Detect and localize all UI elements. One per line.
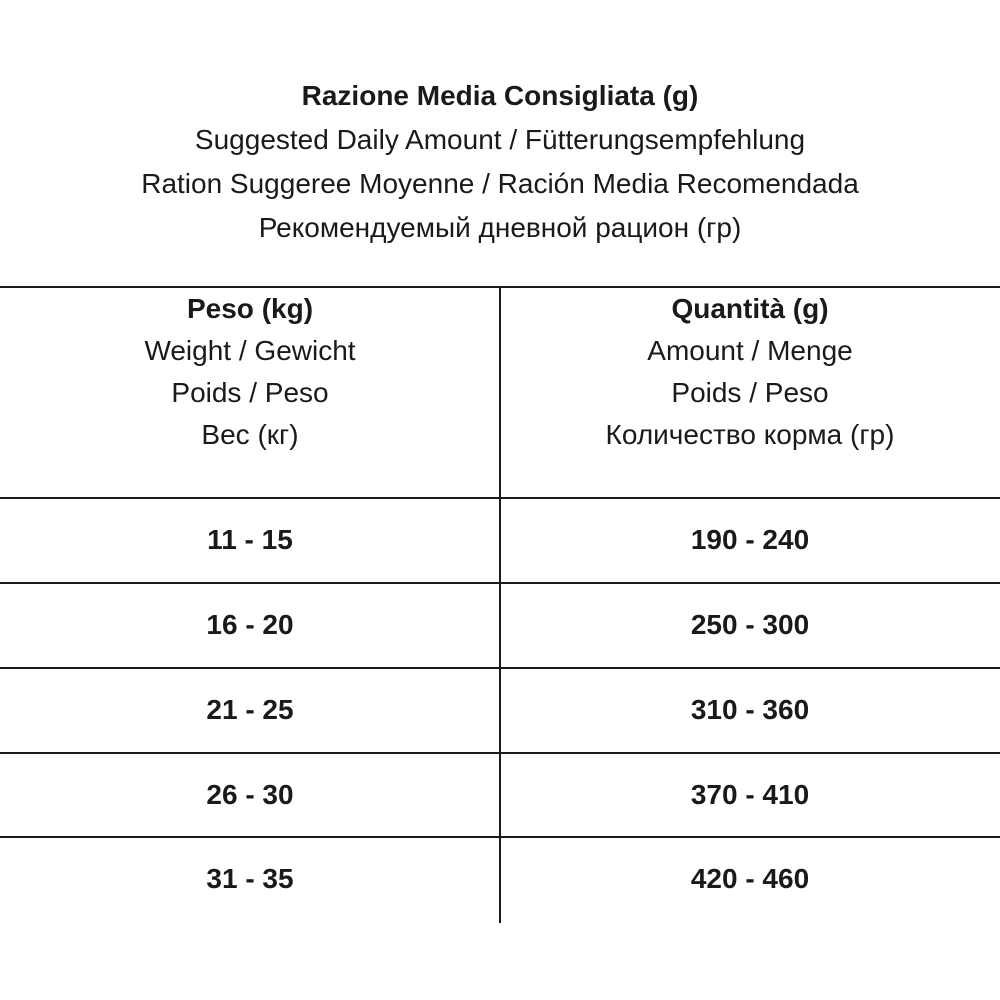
title-russian: Рекомендуемый дневной рацион (гр) <box>258 212 742 243</box>
weight-cell: 21 - 25 <box>206 694 294 725</box>
amount-cell: 310 - 360 <box>690 694 810 725</box>
header-weight-italian: Peso (kg) <box>186 293 314 324</box>
weight-cell: 16 - 20 <box>206 609 294 640</box>
amount-cell: 250 - 300 <box>690 609 810 640</box>
header-amount <box>500 288 1000 456</box>
weight-cell: 31 - 35 <box>206 863 294 894</box>
header-amount-french-spanish: Poids / Peso <box>671 377 829 408</box>
title-block <box>0 74 1000 250</box>
title-italian: Razione Media Consigliata (g) <box>301 80 699 111</box>
header-weight-english-german: Weight / Gewicht <box>144 335 356 366</box>
weight-cell: 11 - 15 <box>207 524 293 555</box>
header-weight-russian: Вес (кг) <box>201 419 299 450</box>
header-amount-russian: Количество корма (гр) <box>605 419 895 450</box>
amount-cell: 370 - 410 <box>690 779 810 810</box>
amount-cell: 420 - 460 <box>690 863 810 894</box>
title-english-german: Suggested Daily Amount / Fütterungsempfehlung <box>194 124 806 155</box>
header-amount-english-german: Amount / Menge <box>647 335 853 366</box>
header-amount-italian: Quantità (g) <box>671 293 829 324</box>
header-weight <box>0 288 500 456</box>
header-weight-french-spanish: Poids / Peso <box>171 377 329 408</box>
amount-cell: 190 - 240 <box>690 524 810 555</box>
weight-cell: 26 - 30 <box>206 779 294 810</box>
title-french-spanish: Ration Suggeree Moyenne / Ración Media Recomendada <box>141 168 859 199</box>
